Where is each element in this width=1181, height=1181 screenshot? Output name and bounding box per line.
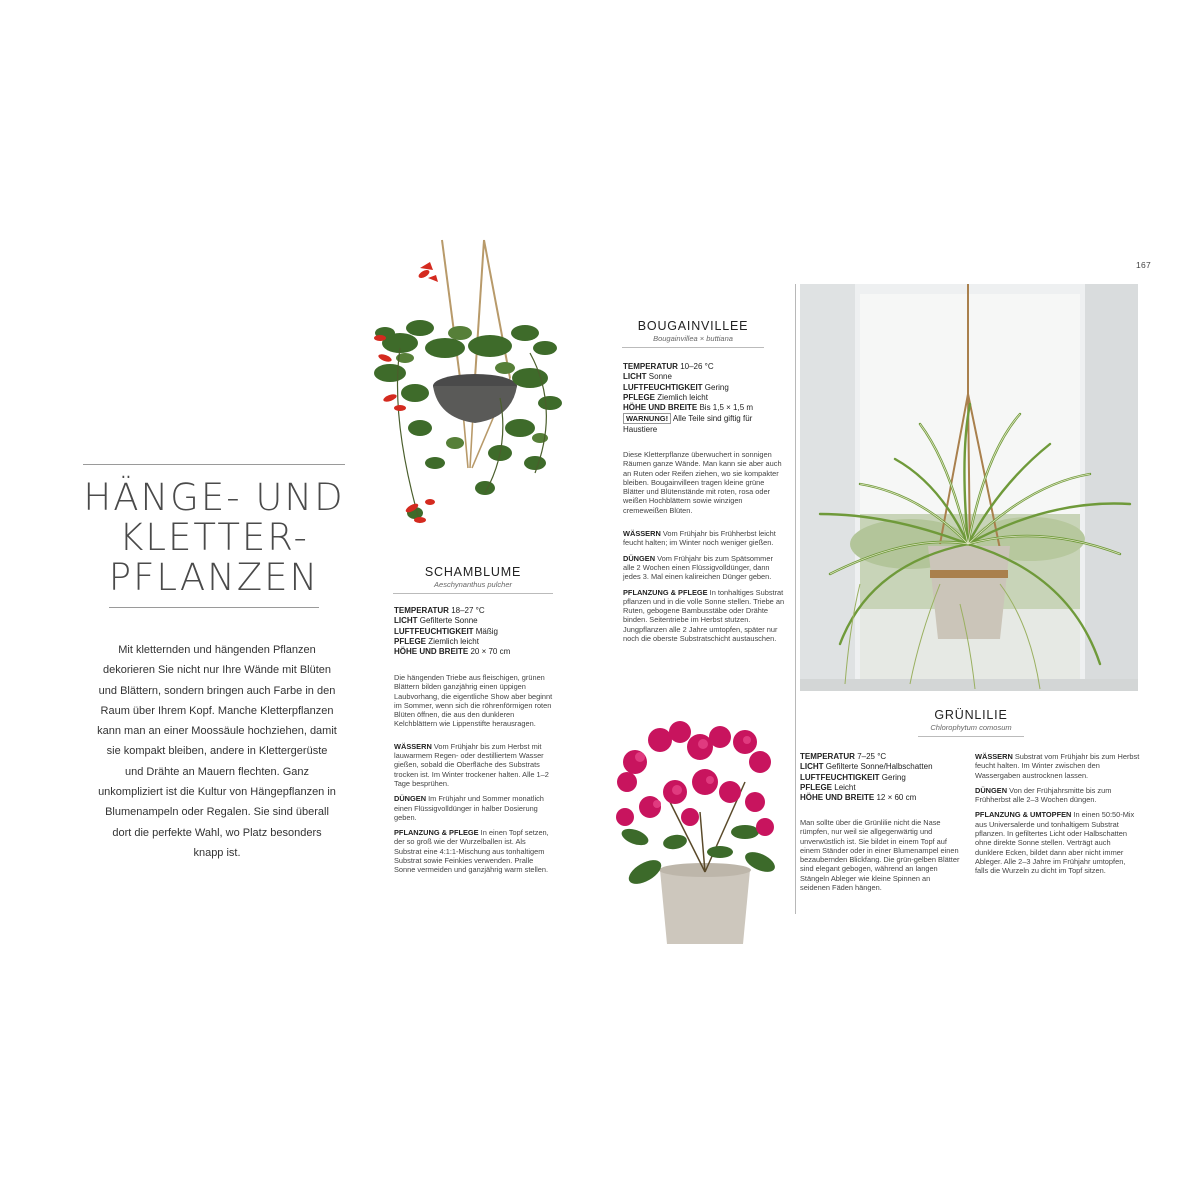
fact-row: TEMPERATUR 18–27 °C [394,606,485,615]
schamblume-facts [394,606,554,657]
page-title [83,478,345,598]
warning-badge: WARNUNG! [623,413,671,424]
fact-row: LUFTFEUCHTIGKEIT Gering [800,772,906,782]
warning-row: WARNUNG! Alle Teile sind giftig für Haustiere [623,414,753,434]
gruenlilie-name: GRÜNLILIE [934,708,1008,722]
fact-row: LICHT Gefilterte Sonne [394,616,478,626]
fact-row: LUFTFEUCHTIGKEIT Gering [623,382,729,392]
gruenlilie-facts [800,752,965,803]
bougainvillee-description: Diese Kletterpflanze überwuchert in sonnigen Räumen ganze Wände. Man kann sie aber auch an Ruten oder Reifen ziehen, wo sie kompakter bleiben. Bougainvilleen tragen kleine grüne Blätter und Blütenstände mit roten, rosa oder weißen Hochblättern sowie winzigen cremeweißen Blüten. [623,450,782,515]
schamblume-heading [393,565,553,594]
care-paragraph: WÄSSERN Substrat vom Frühjahr bis zum Herbst feucht halten. Im Winter zwischen den Wassergaben austrocknen lassen. [975,752,1140,780]
care-paragraph: WÄSSERN Vom Frühjahr bis zum Herbst mit lauwarmem Regen- oder destilliertem Wasser gießen, sobald die Oberfläche des Substrats trocken ist. Im Winter trockener halten. Alle 1–2 Tage besprühen. [394,741,549,788]
bougainvillee-text [623,450,785,649]
gruenlilie-latin: Chlorophytum comosum [930,723,1012,732]
intro-text: Mit kletternden und hängenden Pflanzen dekorieren Sie nicht nur Ihre Wände mit Blüten und Blättern, sondern bringen auch Farbe in den Raum über Ihrem Kopf. Manche Kletterpflanzen kann man an einer Moossäule hochziehen, damit sie kompakt bleiben, andere in Klettergerüste und Drähte an Mauern flechten. Ganz unkompliziert ist die Kultur von Hängepflanzen in Blumenampeln oder Regalen. Sie sind überall dort die perfekte Wahl, wo Platz besonders knapp ist. [97,644,337,859]
care-paragraph: DÜNGEN Vom Frühjahr bis zum Spätsommer alle 2 Wochen einen Flüssigvolldünger, dann jedes 3. Mal einen kalireichen Dünger geben. [623,553,773,582]
schamblume-name: SCHAMBLUME [424,565,522,579]
fact-row: HÖHE UND BREITE 12 × 60 cm [800,793,917,803]
title-line-2: KLETTER- [119,516,309,559]
gruenlilie-heading [918,708,1024,737]
bougainvillee-name: BOUGAINVILLEE [637,319,749,333]
divider-line [795,284,796,914]
fact-row: LUFTFEUCHTIGKEIT Mäßig [394,626,498,636]
fact-row: LICHT Gefilterte Sonne/Halbschatten [800,762,933,772]
care-paragraph: WÄSSERN Vom Frühjahr bis Frühherbst leicht feucht halten; im Winter noch weniger gießen. [623,529,776,548]
fact-row: HÖHE UND BREITE Bis 1,5 × 1,5 m [623,403,754,413]
gruenlilie-care [975,752,1140,882]
title-line-1: HÄNGE- UND [83,476,345,519]
care-paragraph: DÜNGEN Von der Frühjahrsmitte bis zum Frühherbst alle 2–3 Wochen düngen. [975,785,1112,805]
care-paragraph: DÜNGEN Im Frühjahr und Sommer monatlich einen Flüssigvolldünger in halber Dosierung geben. [394,794,544,822]
care-paragraph: PFLANZUNG & PFLEGE In einen Topf setzen, der so groß wie der Wurzelballen ist. Als Substrat eine 4:1:1-Mischung aus tonhaltigem Substrat sowie Feinkies verwenden. Pralle Sonne vermeiden und ganzjährig warm stellen. [394,828,549,875]
fact-row: LICHT Sonne [623,372,672,382]
schamblume-latin: Aeschynanthus pulcher [434,580,512,589]
schamblume-image [360,238,570,538]
page-number: 167 [1136,260,1152,270]
schamblume-text [394,673,554,881]
bougainvillee-latin: Bougainvillea × buttiana [653,334,733,343]
title-rule-bottom [109,607,319,608]
bougainvillee-facts [623,362,783,435]
gruenlilie-rule [918,736,1024,737]
fact-row: PFLEGE Ziemlich leicht [623,392,708,402]
fact-row: TEMPERATUR 7–25 °C [800,752,887,761]
gruenlilie-image [800,284,1138,691]
care-paragraph: PFLANZUNG & PFLEGE In tonhaltiges Substrat pflanzen und in die volle Sonne stellen. Triebe an Ruten, gebogene Bambusstäbe oder Drähte binden. Seitentriebe im Herbst stutzen. Jungpflanzen alle 2 Jahre umtopfen, später nur noch die oberste Substratschicht austauschen. [623,587,785,644]
schamblume-description: Die hängenden Triebe aus fleischigen, grünen Blättern bilden ganzjährig einen üppigen Laubvorhang, die eigentliche Show aber beginnt im Sommer, wenn sich die röhrenförmigen roten Blüten öffnen, die aus den dunkleren Kelchblättern wie Lippenstifte herausragen. [394,673,553,729]
fact-row: TEMPERATUR 10–26 °C [623,362,714,371]
bougainvillee-image [605,712,785,944]
fact-row: PFLEGE Ziemlich leicht [394,636,479,646]
fact-row: PFLEGE Leicht [800,782,856,792]
fact-row: HÖHE UND BREITE 20 × 70 cm [394,647,511,657]
care-paragraph: PFLANZUNG & UMTOPFEN In einen 50:50-Mix aus Universalerde und tonhaltigem Substrat pflanzen. In gefiltertes Licht oder Halbschatten ohne direkte Sonne stellen. Verträgt auch dunklere Ecken, bildet dann aber nicht immer Ableger. Alle 2–3 Jahre im Frühjahr umtopfen, falls die Wurzeln zu dicht im Topf sitzen. [975,810,1135,876]
schamblume-rule [393,593,553,594]
bougainvillee-heading [622,319,764,348]
bougainvillee-rule [622,347,764,348]
gruenlilie-description: Man sollte über die Grünlilie nicht die Nase rümpfen, nur weil sie allgegenwärtig und unverwüstlich ist. Sie bildet in einem Topf auf einem Ständer oder in einer Blumenampel einen bezaubernden Blickfang. Die grün-gelben Blätter sind elegant gebogen, während an langen Stängeln Ableger wie kleine Spinnen an seidenen Fäden hängen. [800,818,960,893]
title-rule-top [83,464,345,465]
title-line-3: PFLANZEN [108,556,320,599]
